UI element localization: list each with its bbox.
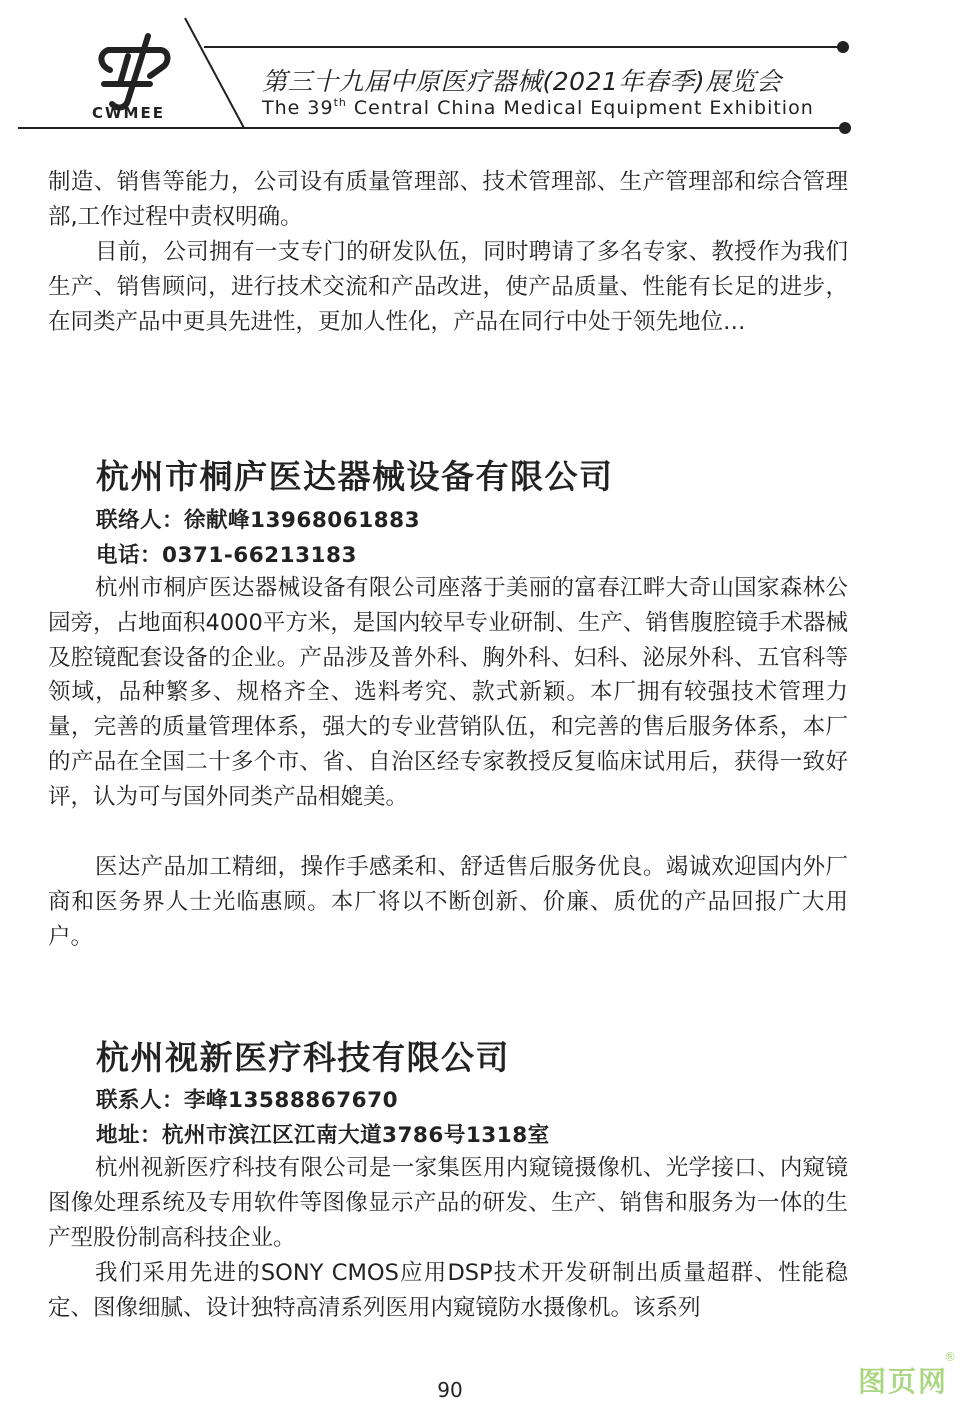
company-2-contact: 联系人：李峰13588867670: [96, 1088, 399, 1113]
company-2-address: 地址：杭州市滨江区江南大道3786号1318室: [96, 1123, 550, 1148]
company-1-paragraph-2: 医达产品加工精细，操作手感柔和、舒适售后服务优良。竭诚欢迎国内外厂商和医务界人士光临惠顾。本厂将以不断创新、价廉、质优的产品回报广大用户。: [48, 854, 848, 950]
page-header: [0, 0, 980, 140]
company-1-phone: 电话：0371-66213183: [96, 543, 357, 568]
page-number: 90: [437, 1378, 463, 1402]
watermark: 图页网 ®: [858, 1350, 959, 1398]
company-1-paragraph-1: 杭州市桐庐医达器械设备有限公司座落于美丽的富春江畔大奇山国家森林公园旁，占地面积4000平方米，是国内较早专业研制、生产、销售腹腔镜手术器械及腔镜配套设备的企业。产品涉及普外科、胸外科、妇科、泌尿外科、五官科等领域，品种繁多、规格齐全、选料考究、款式新颖。本厂拥有较强技术管理力量，完善的质量管理体系，强大的专业营销队伍，和完善的售后服务体系，本厂的产品在全国二十多个市、省、自治区经专家教授反复临床试用后，获得一致好评，认为可与国外同类产品相媲美。: [48, 575, 848, 810]
exhibition-title-cn: 第三十九届中原医疗器械(2021年春季)展览会: [262, 67, 782, 96]
company-2-name: 杭州视新医疗科技有限公司: [96, 1038, 510, 1077]
logo-text: CWMEE: [92, 104, 165, 122]
company-1-contact: 联络人：徐献峰13968061883: [96, 508, 421, 533]
cwmee-logo-icon: [101, 36, 167, 107]
company-1-name: 杭州市桐庐医达器械设备有限公司: [96, 457, 614, 496]
exhibition-title-en: The 39th Central China Medical Equipment Exhibition: [262, 96, 814, 119]
company-2-paragraph-2: 我们采用先进的SONY CMOS应用DSP技术开发研制出质量超群、性能稳定、图像细腻、设计独特高清系列医用内窥镜防水摄像机。该系列: [48, 1260, 848, 1321]
company-2-paragraph-1: 杭州视新医疗科技有限公司是一家集医用内窥镜摄像机、光学接口、内窥镜图像处理系统及专用软件等图像显示产品的研发、生产、销售和服务为一体的生产型股份制高科技企业。: [48, 1155, 848, 1251]
intro-paragraph-1: 制造、销售等能力，公司设有质量管理部、技术管理部、生产管理部和综合管理部,工作过程中责权明确。: [48, 169, 848, 230]
intro-paragraph-2: 目前，公司拥有一支专门的研发队伍，同时聘请了多名专家、教授作为我们生产、销售顾问，进行技术交流和产品改进，使产品质量、性能有长足的进步，在同类产品中更具先进性，更加人性化，产品在同行中处于领先地位…: [48, 239, 848, 335]
